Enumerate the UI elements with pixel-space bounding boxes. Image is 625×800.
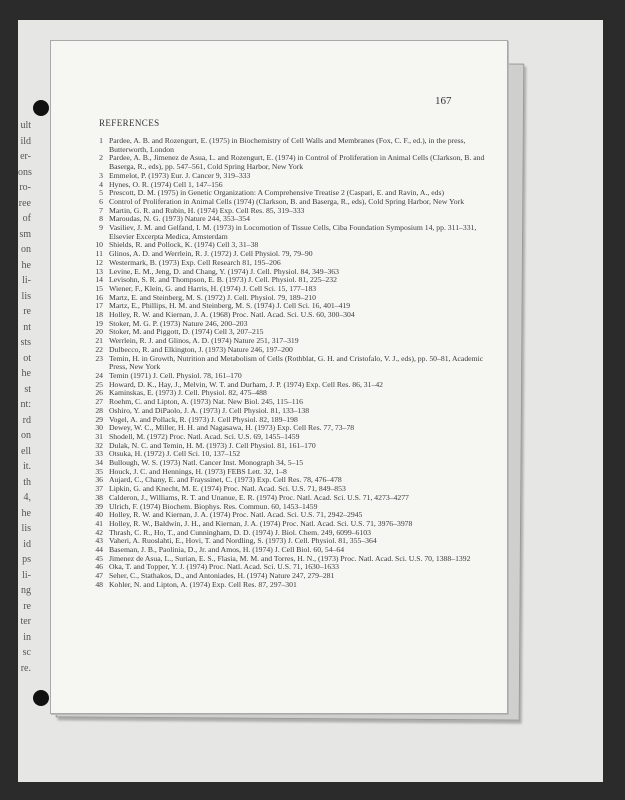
reference-number: 25 <box>95 379 103 389</box>
reference-text: Holley, R. W., Baldwin, J. H., and Kiernan, J. A. (1974) Proc. Natl. Acad. Sci. U.S. 71, 3976–3978 <box>109 518 413 528</box>
reference-number: 28 <box>95 405 103 415</box>
reference-number: 43 <box>95 536 103 546</box>
reference-entry <box>87 224 497 241</box>
reference-text: Dulak, N. C. and Temin, H. M. (1973) J. Cell Physiol. 81, 161–170 <box>109 440 316 450</box>
reference-number: 33 <box>95 449 103 459</box>
margin-fragment: sc <box>22 647 31 658</box>
reference-number: 40 <box>95 510 103 520</box>
margin-fragment: ter <box>20 616 31 627</box>
reference-entry <box>87 581 497 590</box>
margin-fragment: re <box>23 600 31 612</box>
margin-fragment: he <box>21 368 31 379</box>
margin-fragment: ons <box>18 166 32 178</box>
reference-number: 21 <box>95 336 103 346</box>
margin-fragment: li- <box>22 569 31 581</box>
reference-number: 6 <box>99 196 103 206</box>
reference-number: 41 <box>95 518 103 528</box>
reference-text: Pardee, A. B. and Rozengurt, E. (1975) in Biochemistry of Cell Walls and Membranes (Fox, C. F., ed.), in the press, Butterworth, London <box>109 136 466 154</box>
reference-text: Holley, R. W. and Kiernan, J. A. (1968) Proc. Natl. Acad. Sci. U.S. 60, 300–304 <box>109 310 355 320</box>
reference-number: 17 <box>95 301 103 311</box>
reference-number: 7 <box>99 205 103 215</box>
reference-number: 34 <box>95 458 103 468</box>
margin-fragment: nt: <box>20 399 31 410</box>
reference-text: Pardee, A. B., Jimenez de Asua, L. and Rozengurt, E. (1974) in Control of Proliferation in Animal Cells (Clarkson, B. and Baserga, R., eds), pp. 547–561, Cold Spring Harbor, New York <box>109 153 485 172</box>
reference-number: 48 <box>95 579 103 589</box>
reference-number: 37 <box>95 484 103 494</box>
reference-number: 27 <box>95 397 103 407</box>
margin-fragment: sts <box>20 337 31 348</box>
reference-text: Jimenez de Asua, L., Surian, E. S., Flasia, M. M. and Torres, H. N., (1973) Proc. Natl. Acad. Sci. U.S. 70, 1388–1392 <box>109 553 471 563</box>
margin-fragment: it. <box>22 461 31 472</box>
margin-fragment: on <box>21 430 31 441</box>
reference-number: 1 <box>99 136 103 145</box>
margin-fragment: id <box>23 538 31 550</box>
reference-number: 10 <box>95 240 103 250</box>
reference-text: Aujard, C., Chany, E. and Frayssinet, C. (1973) Exp. Cell Res. 78, 476–478 <box>109 475 342 485</box>
margin-fragment: lis <box>21 523 31 534</box>
margin-fragment: ro- <box>19 182 31 193</box>
reference-number: 11 <box>95 249 103 259</box>
reference-text: Martz, E., Phillips, H. M. and Steinberg, M. S. (1974) J. Cell Sci. 16, 401–419 <box>109 301 351 311</box>
reference-number: 5 <box>99 188 103 198</box>
reference-number: 20 <box>95 327 103 337</box>
reference-text: Werrlein, R. J. and Glinos, A. D. (1974) Nature 251, 317–319 <box>109 336 299 346</box>
margin-fragment: er- <box>20 151 31 162</box>
reference-text: Dulbecco, R. and Elkington, J. (1973) Nature 246, 197–200 <box>109 344 293 354</box>
reference-number: 36 <box>95 475 103 485</box>
reference-number: 29 <box>95 414 103 424</box>
reference-text: Westermark, B. (1973) Exp. Cell Research 81, 195–206 <box>109 257 281 267</box>
margin-fragment: st <box>24 383 31 395</box>
reference-text: Temin, H. in Growth, Nutrition and Metabolism of Cells (Rothblat, G. H. and Cristofalo, V. J., eds), pp. 50–81, Academic Press, New York <box>109 353 484 372</box>
document-page <box>50 40 508 714</box>
references-heading: REFERENCES <box>99 118 160 128</box>
reference-number: 13 <box>95 266 103 276</box>
reference-text: Hynes, O. R. (1974) Cell 1, 147–156 <box>109 179 223 189</box>
reference-text: Calderon, J., Williams, R. T. and Unanue, E. R. (1974) Proc. Natl. Acad. Sci. U.S. 71, 4273–4277 <box>109 492 409 502</box>
reference-number: 44 <box>95 545 103 555</box>
reference-number: 4 <box>99 179 103 189</box>
reference-number: 38 <box>95 492 103 502</box>
reference-number: 2 <box>99 153 103 163</box>
reference-entry <box>87 154 497 171</box>
reference-entry <box>87 137 497 154</box>
reference-text: Emmelot, P. (1973) Eur. J. Cancer 9, 319–333 <box>109 170 251 180</box>
reference-text: Kohler, N. and Lipton, A. (1974) Exp. Cell Res. 87, 297–301 <box>109 579 297 589</box>
punch-hole-top <box>33 100 49 116</box>
reference-number: 22 <box>95 344 103 354</box>
margin-fragment: nt <box>23 321 31 333</box>
margin-fragment: ps <box>22 554 31 565</box>
margin-fragment: ng <box>21 585 31 596</box>
margin-fragment: on <box>21 244 31 255</box>
reference-text: Temin (1971) J. Cell. Physiol. 78, 161–170 <box>109 370 242 380</box>
margin-fragment: th <box>23 476 31 488</box>
reference-number: 45 <box>95 553 103 563</box>
reference-number: 42 <box>95 527 103 537</box>
reference-text: Martz, E. and Steinberg, M. S. (1972) J. Cell. Physiol. 79, 189–210 <box>109 292 316 302</box>
reference-number: 15 <box>95 283 103 293</box>
reference-text: Roehm, C. and Lipton, A. (1973) Nat. New Biol. 245, 115–116 <box>109 397 303 407</box>
reference-number: 24 <box>95 370 103 380</box>
reference-text: Stoker, M. G. P. (1973) Nature 246, 200–203 <box>109 318 248 328</box>
reference-number: 39 <box>95 501 103 511</box>
margin-fragment: ild <box>20 135 31 147</box>
margin-fragment: rd <box>22 414 31 426</box>
reference-number: 23 <box>95 353 103 363</box>
reference-text: Wiener, F., Klein, G. and Harris, H. (1974) J. Cell Sci. 15, 177–183 <box>109 283 317 293</box>
margin-fragment: he <box>21 259 31 271</box>
reference-text: Shodell, M. (1972) Proc. Natl. Acad. Sci. U.S. 69, 1455–1459 <box>109 431 300 441</box>
margin-bleed-text <box>18 120 32 680</box>
reference-number: 12 <box>95 257 103 267</box>
margin-fragment: of <box>22 213 31 224</box>
reference-text: Vogel, A. and Pollack, R. (1973) J. Cell Physiol. 82, 189–198 <box>109 414 298 424</box>
reference-number: 46 <box>95 562 103 572</box>
reference-text: Baseman, J. B., Paolinia, D., Jr. and Amos, H. (1974) J. Cell Biol. 60, 54–64 <box>109 545 345 555</box>
margin-fragment: ell <box>21 445 31 457</box>
reference-text: Levine, E. M., Jeng, D. and Chang, Y. (1974) J. Cell. Physiol. 84, 349–363 <box>109 266 339 276</box>
reference-text: Houck, J. C. and Hennings, H. (1973) FEBS Lett. 32, 1–8 <box>109 466 287 476</box>
reference-number: 18 <box>95 310 103 320</box>
margin-fragment: sm <box>19 228 31 240</box>
reference-text: Dewey, W. C., Miller, H. H. and Nagasawa, H. (1973) Exp. Cell Res. 77, 73–78 <box>109 423 355 433</box>
reference-text: Bullough, W. S. (1973) Natl. Cancer Inst. Monograph 34, 5–15 <box>109 458 304 468</box>
reference-text: Maroudas, N. G. (1973) Nature 244, 353–354 <box>109 214 250 224</box>
references-list <box>87 137 497 590</box>
reference-text: Lipkin, G. and Knecht, M. E. (1974) Proc. Natl. Acad. Sci. U.S. 71, 849–853 <box>109 484 346 494</box>
reference-number: 16 <box>95 292 103 302</box>
reference-text: Glinos, A. D. and Werrlein, R. J. (1972) J. Cell Physiol. 79, 79–90 <box>109 249 313 259</box>
reference-number: 9 <box>99 223 103 233</box>
punch-hole-bottom <box>33 690 49 706</box>
reference-text: Oshiro, Y. and DiPaolo, J. A. (1973) J. Cell Physiol. 81, 133–138 <box>109 405 310 415</box>
reference-text: Otsuka, H. (1972) J. Cell Sci. 10, 137–152 <box>109 449 241 459</box>
reference-number: 47 <box>95 571 103 581</box>
reference-text: Levisohn, S. R. and Thompson, E. B. (1973) J. Cell. Physiol. 81, 225–232 <box>109 275 337 285</box>
reference-text: Ulrich, F. (1974) Biochem. Biophys. Res. Commun. 60, 1453–1459 <box>109 501 318 511</box>
margin-fragment: re <box>23 306 31 317</box>
reference-text: Holley, R. W. and Kiernan, J. A. (1974) Proc. Natl. Acad. Sci. U.S. 71, 2942–2945 <box>109 510 363 520</box>
margin-fragment: ree <box>18 197 31 209</box>
reference-number: 32 <box>95 440 103 450</box>
reference-number: 26 <box>95 388 103 398</box>
margin-fragment: re. <box>20 662 31 674</box>
reference-text: Kaminskas, E. (1973) J. Cell. Physiol. 82, 475–488 <box>109 388 267 398</box>
reference-text: Oka, T. and Topper, Y. J. (1974) Proc. Natl. Acad. Sci. U.S. 71, 1630–1633 <box>109 562 339 572</box>
reference-number: 19 <box>95 318 103 328</box>
reference-text: Seher, C., Stathakos, D., and Antoniades, H. (1974) Nature 247, 279–281 <box>109 571 335 581</box>
reference-text: Prescott, D. M. (1975) in Genetic Organization: A Comprehensive Treatise 2 (Caspari, E. and Ravin, A., eds) <box>109 188 445 198</box>
margin-fragment: ult <box>20 120 31 131</box>
reference-text: Thrash, C. R., Ho, T., and Cunningham, D. D. (1974) J. Biol. Chem. 249, 6099–6103 <box>109 527 371 537</box>
reference-text: Control of Proliferation in Animal Cells (1974) (Clarkson, B. and Baserga, R., eds), Cold Spring Harbor, New York <box>109 196 465 206</box>
reference-text: Shields, R. and Pollock, K. (1974) Cell 3, 31–38 <box>109 240 259 250</box>
reference-text: Vasiliev, J. M. and Gelfand, I. M. (1973) in Locomotion of Tissue Cells, Ciba Foundation Symposium 14, pp. 311–331, Elsevier Excerpta Medica, Amsterdam <box>109 223 477 241</box>
reference-number: 35 <box>95 466 103 476</box>
margin-fragment: ot <box>23 352 31 364</box>
reference-text: Howard, D. K., Hay, J., Melvin, W. T. and Durham, J. P. (1974) Exp. Cell Res. 86, 31–42 <box>109 379 384 389</box>
reference-text: Stoker, M. and Piggott, D. (1974) Cell 3, 207–215 <box>109 327 264 337</box>
margin-fragment: he <box>21 507 31 519</box>
reference-number: 14 <box>95 275 103 285</box>
reference-entry <box>87 355 497 372</box>
reference-number: 8 <box>99 214 103 224</box>
reference-text: Vaheri, A. Ruoslahti, E., Hovi, T. and Nordling, S. (1973) J. Cell. Physiol. 81, 355–364 <box>109 536 377 546</box>
page-number: 167 <box>435 95 452 107</box>
reference-text: Martin, G. R. and Rubin, H. (1974) Exp. Cell Res. 85, 319–333 <box>109 205 305 215</box>
reference-number: 31 <box>95 431 103 441</box>
reference-number: 3 <box>99 170 103 180</box>
margin-fragment: lis <box>21 290 31 302</box>
margin-fragment: in <box>23 631 31 643</box>
margin-fragment: 4, <box>23 492 31 503</box>
margin-fragment: li- <box>22 275 31 286</box>
reference-number: 30 <box>95 423 103 433</box>
